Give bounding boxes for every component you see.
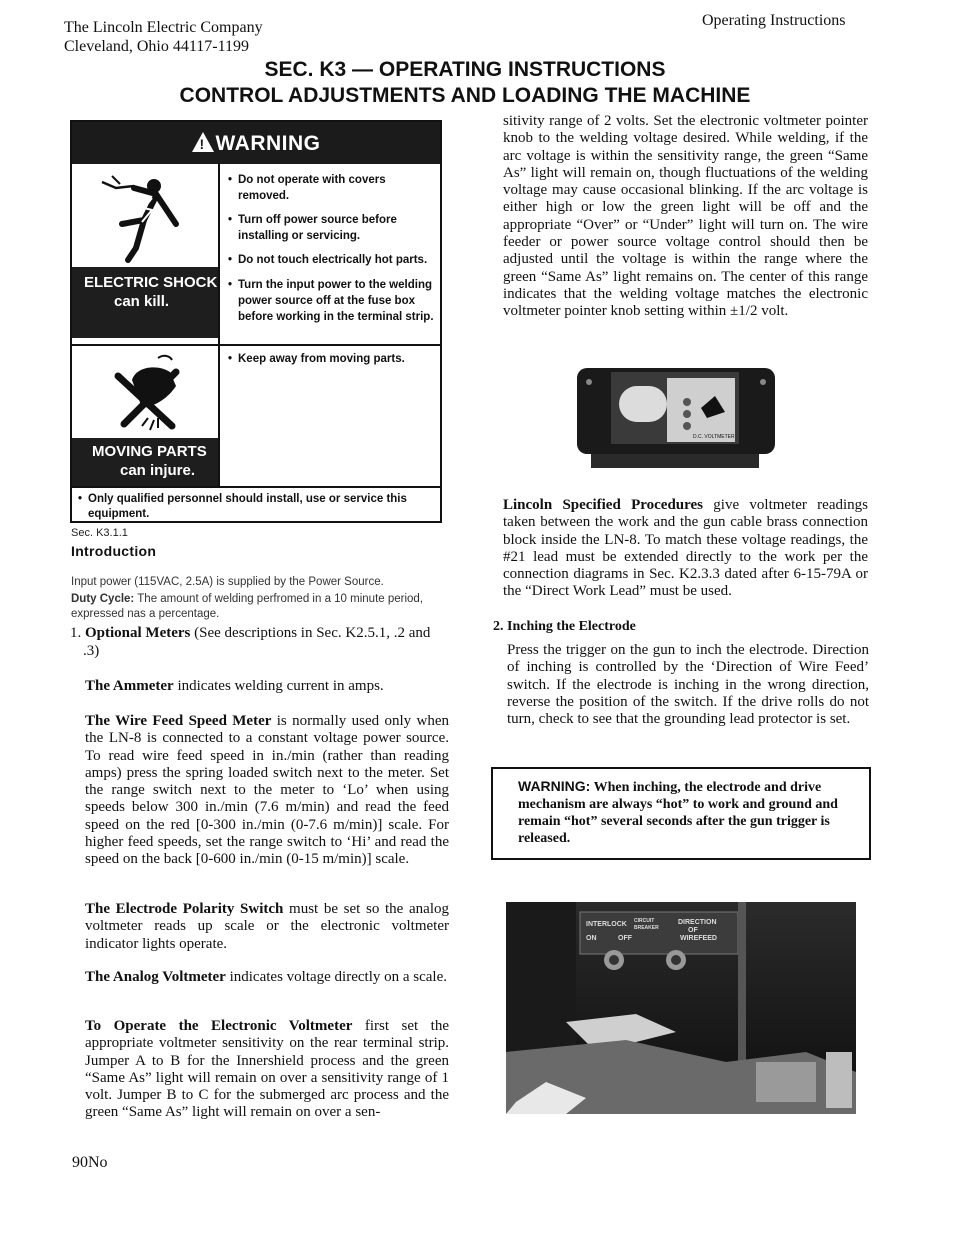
wire-feed-paragraph — [85, 713, 449, 869]
company-name: The Lincoln Electric Company — [64, 19, 263, 36]
page-number: 90No — [72, 1154, 108, 1171]
optional-meters-number: 1. — [70, 625, 85, 641]
moving-parts-caption-line1: MOVING PARTS — [92, 443, 207, 460]
panel-label-circuit: CIRCUIT — [634, 918, 655, 924]
inching-heading: 2. Inching the Electrode — [493, 619, 636, 634]
optional-meters-text2: .3) — [83, 642, 100, 659]
moving-parts-caption — [72, 438, 218, 486]
polarity-label: The Electrode Polarity Switch — [85, 901, 284, 917]
moving-parts-icon — [72, 346, 218, 438]
ammeter-paragraph — [85, 678, 449, 695]
shock-bullet-4-text: Turn the input power to the welding power source off at the fuse box before working in the terminal strip. — [238, 279, 434, 323]
moving-parts-caption-line2: can injure. — [120, 462, 196, 479]
electronic-voltmeter-text: first set the appropriate voltmeter sensitivity on the rear terminal strip. Jumper A to B for the Innershield process and the green “Same As” light will remain on over a sensitivity range of 1 volt. Jumper B to C for the submerged arc process and the green “Same As” light will remain on over a sen- — [85, 1018, 449, 1121]
wire-feed-label: The Wire Feed Speed Meter — [85, 713, 272, 729]
shock-bullet-3 — [228, 252, 438, 268]
ammeter-text: indicates welding current in amps. — [173, 678, 384, 694]
company-address — [64, 18, 263, 56]
electric-shock-panel — [72, 164, 220, 344]
electric-shock-caption — [72, 267, 218, 338]
electric-shock-caption-line1: ELECTRIC SHOCK — [84, 274, 218, 291]
warning-box — [70, 120, 442, 523]
warning-header — [72, 122, 440, 164]
moving-bullet-1 — [228, 351, 438, 367]
section-id: Sec. K3.1.1 — [71, 527, 128, 539]
panel-label-of: OF — [688, 927, 698, 934]
input-power-text: Input power (115VAC, 2.5A) is supplied by the Power Source. — [71, 576, 384, 588]
analog-voltmeter-label: The Analog Voltmeter — [85, 969, 226, 985]
warning-header-text: WARNING — [215, 132, 321, 155]
inching-warning-box — [491, 767, 871, 860]
bullet-dot: • — [228, 279, 233, 291]
bullet-dot: • — [228, 353, 233, 365]
duty-cycle-desc: The amount of welding perfromed in a 10 minute period, expressed nas a percentage. — [71, 593, 424, 620]
introduction-heading: Introduction — [71, 543, 157, 559]
bullet-dot: • — [78, 493, 83, 505]
lincoln-procedures-text: give voltmeter readings taken between the work and the gun cable brass connection block inside the LN-8. To match these voltage readings, the #21 lead must be extended directly to the work per the connection diagrams in Sec. K2.3.3 dated after 6-15-79A or the “Direct Work Lead” must be used. — [503, 497, 868, 600]
sensitivity-paragraph: sitivity range of 2 volts. Set the electronic voltmeter pointer knob to the welding voltage desired. While welding, if the arc voltage is within the sensitivity range, the green “Same As” light will remain on, though fluctuations of the welding voltage may cause occasional blinking. If the arc voltage is either high or low the green light will be off and the appropriate “Over” or “Under” light will turn on. The wire feeder or power source voltage control should then be adjusted until the voltage is within the range where the green “Same As” light remains on. The center of this range indicates that the welding voltage matches the electronic voltmeter pointer knob setting within ±1/2 volt. — [503, 113, 868, 320]
polarity-paragraph — [85, 901, 449, 953]
electronic-voltmeter-paragraph — [85, 1018, 449, 1122]
inching-warning-label: WARNING: — [518, 778, 591, 794]
qualified-personnel-text: Only qualified personnel should install, use or service this equipment. — [88, 493, 407, 520]
control-panel-photo — [506, 902, 856, 1114]
company-city: Cleveland, Ohio 44117-1199 — [64, 38, 250, 55]
shock-bullet-2 — [228, 212, 438, 244]
lincoln-procedures-paragraph — [503, 497, 868, 601]
inching-paragraph: Press the trigger on the gun to inch the electrode. Direction of inching is controlled by the ‘Direction of Wire Feed’ switch. If the electrode is inching in the wrong direction, reverse the position of the switch. If the drive rolls do not turn, check to see that the grounding lead protector is set. — [507, 642, 869, 728]
moving-bullet-1-text: Keep away from moving parts. — [238, 353, 405, 365]
warning-triangle-icon: ! — [192, 132, 214, 152]
document-type: Operating Instructions — [702, 12, 846, 29]
panel-label-interlock: INTERLOCK — [586, 921, 627, 928]
electronic-voltmeter-label: To Operate the Electronic Voltmeter — [85, 1018, 353, 1034]
duty-cycle-label: Duty Cycle: — [71, 593, 135, 605]
optional-meters-text: (See descriptions in Sec. K2.5.1, .2 and — [190, 625, 431, 641]
section-title: SEC. K3 — OPERATING INSTRUCTIONS — [264, 58, 666, 81]
ammeter-label: The Ammeter — [85, 678, 174, 694]
wire-feed-text: is normally used only when the LN-8 is connected to a constant voltage power source. To read wire feed speed in in./min (rather than reading amps) press the spring loaded switch next to the meter. Set the range switch next to the meter to ‘Lo’ when using speeds below 300 in./min (7.6 m/min) and read the feed speed on the red [0-300 in./min (0-7.6 m/min)] scale. For higher feed speeds, set the range switch to ‘Hi’ and read the speed on the back [0-600 in./min (0-15 m/min)] scale. — [85, 713, 449, 868]
bullet-dot: • — [228, 254, 233, 266]
panel-label-off: OFF — [618, 935, 632, 942]
analog-voltmeter-paragraph — [85, 969, 449, 986]
panel-label-breaker: BREAKER — [634, 925, 659, 931]
shock-bullet-1-text: Do not operate with covers removed. — [238, 174, 386, 202]
shock-bullet-1 — [228, 172, 438, 204]
optional-meters-label: Optional Meters — [85, 625, 191, 641]
shock-bullet-3-text: Do not touch electrically hot parts. — [238, 254, 428, 266]
footer-divider — [72, 486, 440, 488]
analog-voltmeter-text: indicates voltage directly on a scale. — [225, 969, 448, 985]
panel-label-direction: DIRECTION — [678, 919, 717, 926]
qualified-personnel-note — [78, 492, 428, 522]
electric-shock-icon — [72, 164, 218, 267]
electric-shock-caption-line2: can kill. — [114, 293, 170, 310]
lincoln-procedures-label: Lincoln Specified Procedures — [503, 497, 704, 513]
bullet-dot: • — [228, 174, 233, 186]
shock-bullet-2-text: Turn off power source before installing or servicing. — [238, 214, 397, 242]
inching-warning-text: When inching, the electrode and drive mechanism are always “hot” to work and ground and remain “hot” several seconds after the gun trigger is released. — [518, 780, 838, 846]
optional-meters-item — [70, 625, 450, 660]
polarity-text: must be set so the analog voltmeter reads up scale or the electronic voltmeter indicator lights operate. — [85, 901, 449, 952]
voltmeter-photo — [575, 362, 777, 470]
bullet-dot: • — [228, 214, 233, 226]
panel-label-wirefeed: WIREFEED — [680, 935, 717, 942]
shock-bullet-4 — [228, 277, 438, 325]
panel-label-on: ON — [586, 935, 597, 942]
section-subtitle: CONTROL ADJUSTMENTS AND LOADING THE MACHINE — [179, 84, 751, 107]
duty-cycle-text — [71, 592, 451, 622]
voltmeter-photo-label: D.C. VOLTMETER — [693, 434, 735, 440]
moving-parts-panel — [72, 346, 220, 486]
